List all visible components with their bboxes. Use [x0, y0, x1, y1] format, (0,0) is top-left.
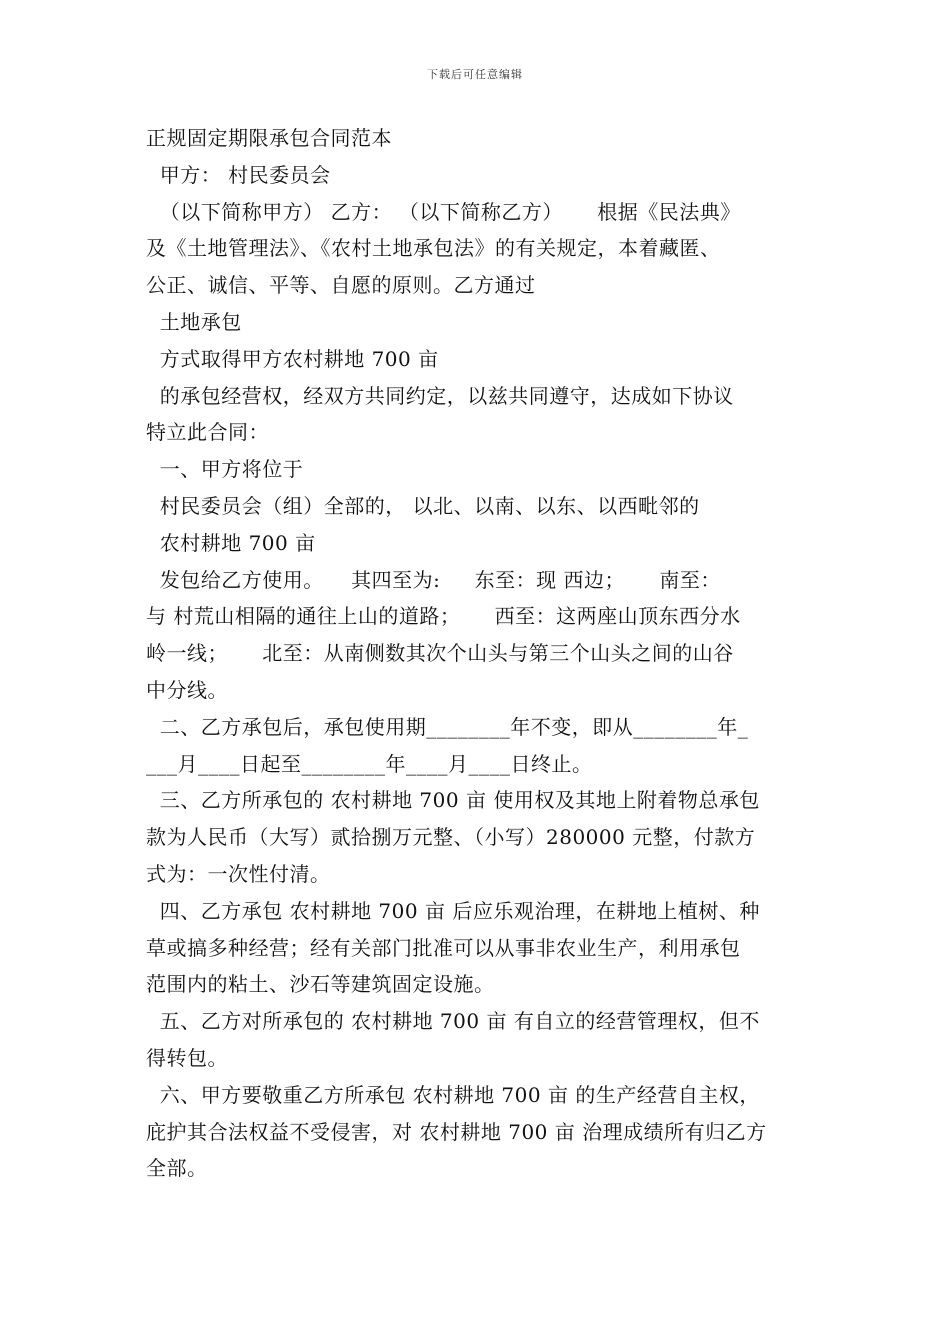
text-line: 农村耕地 700 亩 [146, 530, 316, 555]
text-line: 村民委员会（组）全部的， 以北、以南、以东、以西毗邻的 [146, 493, 700, 518]
page-header-note: 下载后可任意编辑 [427, 68, 523, 81]
text-line: 款为人民币（大写）贰拾捌万元整、（小写）280000 元整，付款方 [146, 825, 756, 850]
text-line: 公正、诚信、平等、自愿的原则。乙方通过 [146, 273, 536, 298]
text-line: 式为：一次性付清。 [146, 861, 331, 886]
text-line: 土地承包 [146, 309, 242, 334]
text-line: ___月____日起至________年____月____日终止。 [146, 751, 593, 776]
document-body [146, 120, 816, 1187]
text-line: 及《土地管理法》、《农村土地承包法》的有关规定，本着藏匿、 [146, 236, 721, 261]
text-line: 中分线。 [146, 677, 228, 702]
text-line: 范围内的粘土、沙石等建筑固定设施。 [146, 972, 495, 997]
clause-3: 三、乙方所承包的 农村耕地 700 亩 使用权及其地上附着物总承包 [146, 788, 760, 813]
text-line: 全部。 [146, 1156, 208, 1181]
clause-6: 六、甲方要敬重乙方所承包 农村耕地 700 亩 的生产经营自主权， [146, 1082, 760, 1107]
text-line: 草或搞多种经营；经有关部门批准可以从事非农业生产，利用承包 [146, 935, 741, 960]
clause-1-heading: 一、甲方将位于 [146, 457, 304, 482]
text-line: （以下简称甲方） 乙方： （以下简称乙方） 根据《民法典》 [146, 199, 741, 224]
text-line: 岭一线； 北至：从南侧数其次个山头与第三个山头之间的山谷 [146, 641, 734, 666]
text-line: 特立此合同： [146, 420, 269, 445]
clause-4: 四、乙方承包 农村耕地 700 亩 后应乐观治理，在耕地上植树、种 [146, 898, 760, 923]
clause-5: 五、乙方对所承包的 农村耕地 700 亩 有自立的经营管理权，但不 [146, 1009, 760, 1034]
text-line: 的承包经营权，经双方共同约定，以兹共同遵守，达成如下协议 [146, 383, 734, 408]
text-line: 与 村荒山相隔的通往上山的道路； 西至：这两座山顶东西分水 [146, 604, 741, 629]
text-line: 甲方： 村民委员会 [146, 162, 331, 187]
text-line: 得转包。 [146, 1045, 228, 1070]
text-line: 发包给乙方使用。 其四至为: 东至：现 西边； 南至： [146, 567, 721, 592]
text-line: 庇护其合法权益不受侵害，对 农村耕地 700 亩 治理成绩所有归乙方 [146, 1119, 767, 1144]
document-title: 正规固定期限承包合同范本 [146, 126, 392, 150]
clause-2: 二、乙方承包后，承包使用期________年不变，即从________年_ [146, 714, 749, 739]
text-line: 方式取得甲方农村耕地 700 亩 [146, 346, 439, 371]
